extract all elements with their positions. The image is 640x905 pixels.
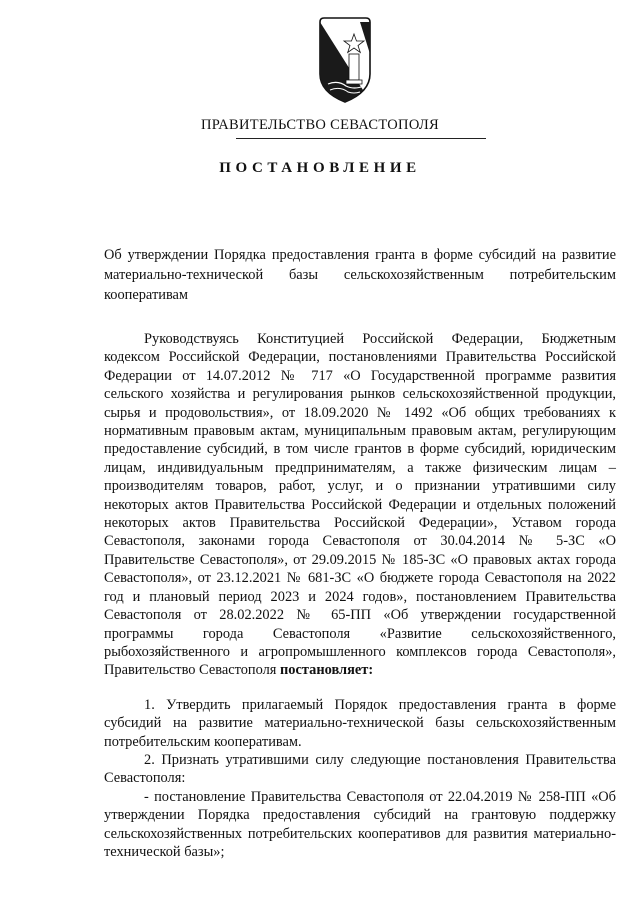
preamble-text: Руководствуясь Конституцией Российской Федерации, Бюджетным кодексом Российской Федерации, постановлениями Правительства Российской Федерации от 14.07.2012 № 717 «О Государственной программе развития сельского хозяйства и регулирования рынков сельскохозяйственной продукции, сырья и продовольствия», от 18.09.2020 № 1492 «Об общих требованиях к нормативным правовым актам, муниципальным правовым актам, регулирующим предоставление субсидий, в том числе грантов в форме субсидий, юридическим лицам, индивидуальным предпринимателям, а также физическим лицам – производителям товаров, работ, услуг, и о признании утратившими силу некоторых актов Правительства Российской Федерации и отдельных положений некоторых актов Правительства Российской Федерации», Уставом города Севастополя, законами города Севастополя от 30.04.2014 № 5-ЗС «О Правительстве Севастополя», от 29.09.2015 № 185-ЗС «О правовых актах города Севастополя», от 23.12.2021 № 681-ЗС «О бюджете города Севастополя на 2022 год и плановый период 2023 и 2024 годов», постановлением Правительства Севастополя от 28.02.2022 № 65-ПП «Об утверждении государственной программы города Севастополя «Развитие сельскохозяйственного, рыбохозяйственного и агропромышленного комплексов города Севастополя», Правительство Севастополя — [104, 331, 616, 679]
coat-of-arms-icon — [316, 14, 374, 104]
item-2-sub-1: - постановление Правительства Севастополя от 22.04.2019 № 258-ПП «Об утверждении Порядка предоставления субсидий на грантовую поддержку сельскохозяйственных потребительских кооперативов для развития материально-технической базы»; — [104, 788, 616, 860]
document-body — [104, 330, 616, 861]
government-name: ПРАВИТЕЛЬСТВО СЕВАСТОПОЛЯ — [201, 117, 439, 133]
item-1: 1. Утвердить прилагаемый Порядок предоставления гранта в форме субсидий на развитие материально-технической базы сельскохозяйственным потребительским кооперативам. — [104, 696, 616, 750]
document-subject: Об утверждении Порядка предоставления гранта в форме субсидий на развитие материально-технической базы сельскохозяйственным потребительским кооперативам — [104, 247, 616, 303]
preamble-paragraph — [104, 330, 616, 680]
document-type: ПОСТАНОВЛЕНИЕ — [219, 160, 421, 176]
item-2: 2. Признать утратившими силу следующие постановления Правительства Севастополя: — [104, 751, 616, 787]
decides-word: постановляет: — [280, 662, 374, 679]
header-divider — [236, 138, 486, 139]
